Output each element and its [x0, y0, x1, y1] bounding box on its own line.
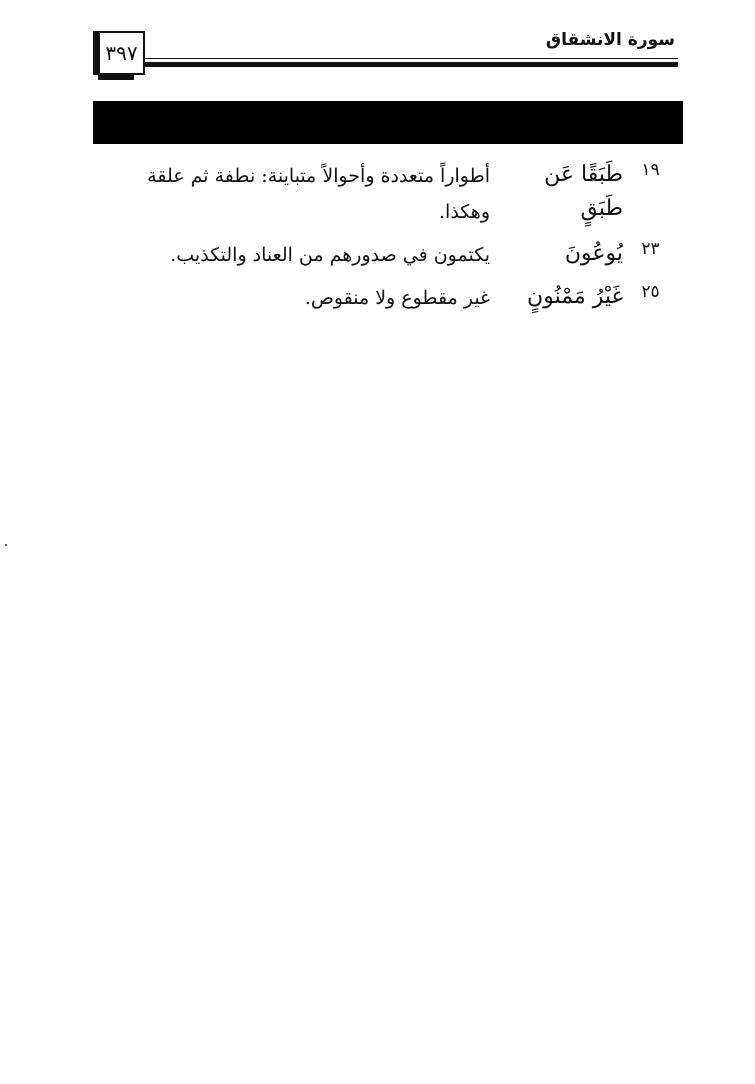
- header-rule-thin: [145, 58, 678, 59]
- glossary-entry: [93, 280, 678, 316]
- word-meaning: أطواراً متعددة وأحوالاً متباينة: نطفة ثم علقة وهكذا.: [147, 165, 490, 223]
- page-number: ٣٩٧: [105, 41, 138, 65]
- surah-title: سورة الانشقاق: [545, 30, 675, 50]
- glossary-entry: [93, 158, 678, 230]
- table-header-band: [93, 101, 683, 144]
- verse-number: ١٩: [641, 160, 660, 180]
- glossary-entry: [93, 237, 678, 273]
- quran-word: طَبَقًا عَن طَبَقٍ: [544, 162, 623, 221]
- quran-word: يُوعُونَ: [564, 241, 623, 266]
- word-meaning: غير مقطوع ولا منقوص.: [304, 287, 490, 309]
- header-rule-thick: [145, 62, 678, 67]
- word-meaning: يكتمون في صدورهم من العناد والتكذيب.: [170, 244, 490, 266]
- verse-number: ٢٥: [641, 282, 660, 302]
- glossary-table: [93, 158, 678, 323]
- quran-word: غَيْرُ مَمْنُونٍ: [527, 284, 623, 309]
- verse-number: ٢٣: [641, 239, 660, 259]
- scan-speck: [5, 544, 7, 546]
- page-number-box: [93, 31, 145, 75]
